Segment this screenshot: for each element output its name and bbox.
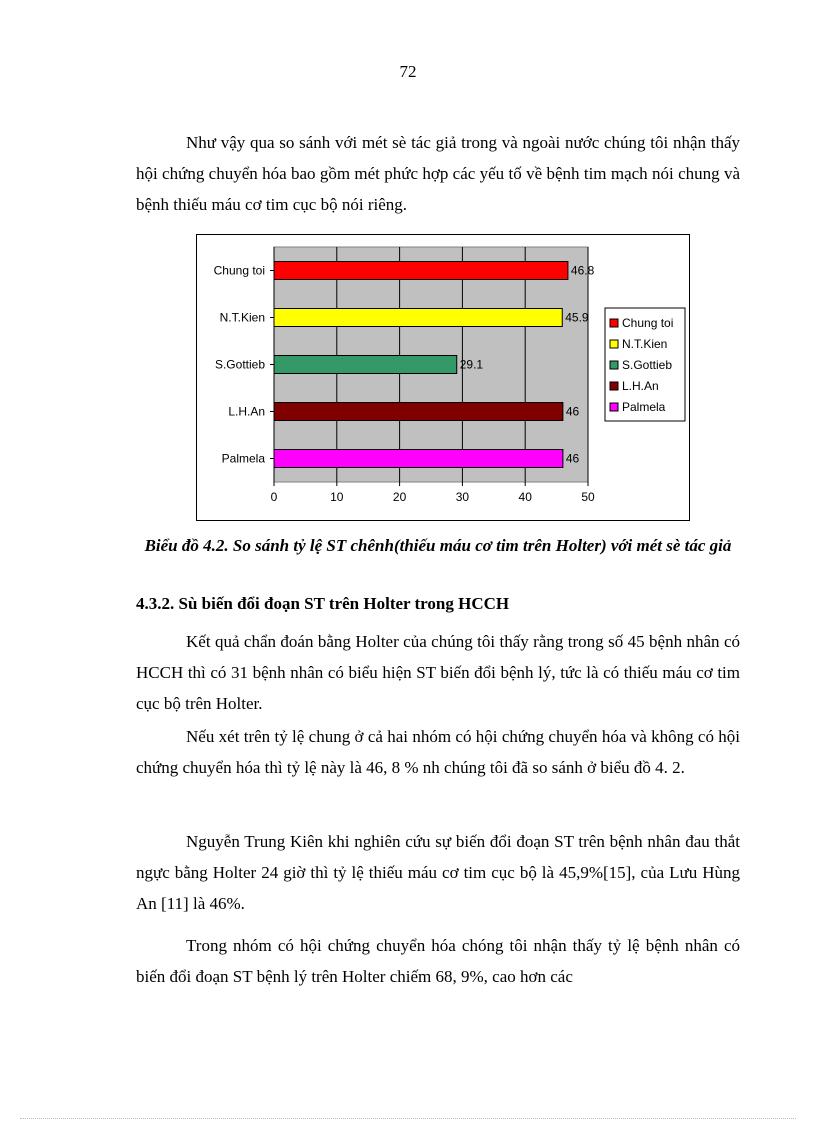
- bar: [274, 262, 568, 280]
- bar-data-label: 45.9: [565, 310, 589, 325]
- bar: [274, 403, 563, 421]
- x-tick-label: 0: [270, 490, 278, 504]
- figure-caption: Biểu đồ 4.2. So sánh tỷ lệ ST chênh(thiếu máu cơ tim trên Holter) với mét sè tác giả: [144, 536, 732, 555]
- y-category-label: N.T.Kien: [219, 310, 265, 325]
- page-number: 72: [399, 62, 417, 81]
- legend-swatch: [610, 403, 618, 411]
- paragraph-overall-rate: Nếu xét trên tỷ lệ chung ở cả hai nhóm có hội chứng chuyển hóa và không có hội chứng chuyển hóa thì tỷ lệ này là 46, 8 % nh chúng tôi đã so sánh ở biểu đồ 4. 2.: [136, 727, 740, 777]
- paragraph-hcch-group: Trong nhóm có hội chứng chuyển hóa chóng tôi nhận thấy tỷ lệ bệnh nhân có biến đổi đoạn ST bệnh lý trên Holter chiếm 68, 9%, cao hơn các: [136, 936, 740, 986]
- legend-label: N.T.Kien: [622, 337, 668, 351]
- bar-data-label: 29.1: [459, 357, 484, 372]
- bar: [274, 356, 457, 374]
- legend-label: S.Gottieb: [622, 358, 673, 372]
- page-bottom-border: [20, 1118, 796, 1119]
- legend-label: L.H.An: [622, 379, 659, 393]
- x-tick-label: 10: [330, 490, 344, 504]
- bar-chart-svg: [197, 235, 689, 520]
- bar-chart: [196, 234, 690, 521]
- legend-label: Chung toi: [622, 316, 674, 330]
- bar-data-label: 46.8: [570, 263, 595, 278]
- paragraph-comparison: Nguyễn Trung Kiên khi nghiên cứu sự biến đổi đoạn ST trên bệnh nhân đau thắt ngực bằng Holter 24 giờ thì tỷ lệ thiếu máu cơ tim cục bộ là 45,9%[15], của Lưu Hùng An [11] là 46%.: [136, 832, 740, 913]
- y-category-label: Palmela: [221, 451, 265, 466]
- y-category-label: L.H.An: [228, 404, 265, 419]
- bar-data-label: 46: [565, 451, 580, 466]
- x-tick-label: 20: [392, 490, 407, 504]
- section-heading: 4.3.2. Sù biến đổi đoạn ST trên Holter trong HCCH: [136, 594, 510, 613]
- paragraph-holter-result: Kết quả chẩn đoán bằng Holter của chúng tôi thấy rằng trong số 45 bệnh nhân có HCCH thì có 31 bệnh nhân có biểu hiện ST biến đổi bệnh lý, tức là có thiếu máu cơ tim cục bộ trên Holter.: [136, 632, 740, 713]
- legend-swatch: [610, 361, 618, 369]
- legend-swatch: [610, 340, 618, 348]
- bar-data-label: 46: [565, 404, 580, 419]
- intro-paragraph: Như vậy qua so sánh với mét sè tác giả trong và ngoài nước chúng tôi nhận thấy hội chứng chuyển hóa bao gồm mét phức hợp các yếu tố về bệnh tim mạch nói chung và bệnh thiếu máu cơ tim cục bộ nói riêng.: [136, 133, 740, 214]
- y-category-label: S.Gottieb: [214, 357, 265, 372]
- y-category-label: Chung toi: [213, 263, 265, 278]
- x-tick-label: 50: [581, 490, 595, 504]
- bar: [274, 309, 562, 327]
- x-tick-label: 30: [455, 490, 470, 504]
- legend-label: Palmela: [622, 400, 666, 414]
- bar: [274, 450, 563, 468]
- legend-swatch: [610, 319, 618, 327]
- x-tick-label: 40: [518, 490, 532, 504]
- legend-swatch: [610, 382, 618, 390]
